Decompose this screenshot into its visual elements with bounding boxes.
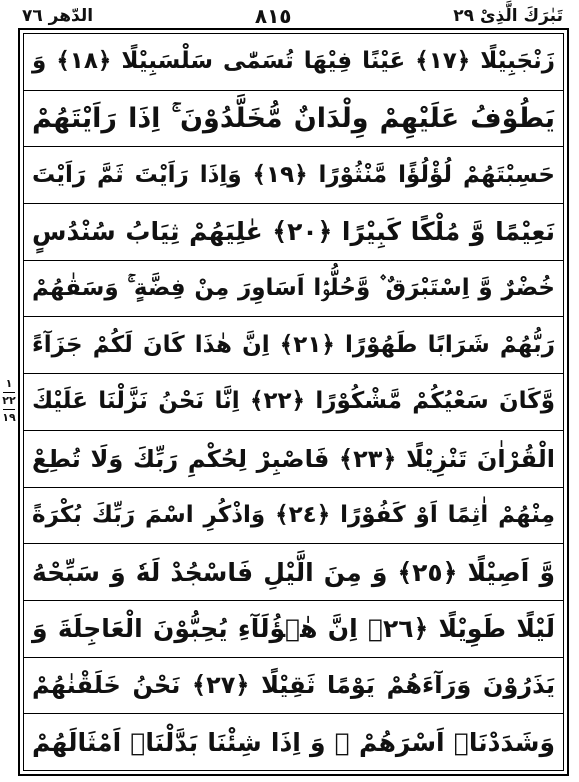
- verse-line: [24, 544, 563, 601]
- verse-line: [24, 261, 563, 318]
- ruku-marker-divider: [3, 392, 15, 393]
- surah-title: الدّهر ٧٦: [22, 6, 94, 26]
- ruku-marker-top: ١: [5, 377, 13, 390]
- juz-title: تَبٰرَكَ الَّذِیْ ٢٩: [453, 6, 563, 26]
- verse-line: [24, 658, 563, 715]
- verse-line: [24, 147, 563, 204]
- verse-line: [24, 431, 563, 488]
- ruku-marker: [1, 378, 17, 424]
- ruku-marker-middle: ٢٢: [2, 394, 16, 408]
- verse-line-text: یَذَرُوْنَ وَرَآءَهُمْ یَوْمًا ثَقِیْلًا ﴿٢٧﴾ نَحْنُ خَلَقْنٰهُمْ: [32, 671, 555, 700]
- text-frame: [18, 28, 569, 776]
- verse-line: [24, 204, 563, 261]
- verse-line: [24, 374, 563, 431]
- verse-line-text: وَّ اَصِیْلًا ﴿٢٥﴾ وَ مِنَ الَّیْلِ فَاسْجُدْ لَهٗ وَ سَبِّحْهُ: [32, 557, 555, 587]
- verse-line-text: لَیْلًا طَوِیْلًا ﴿٢٦﴾ اِنَّ هٰۤؤُلَآءِ یُحِبُّوْنَ الْعَاجِلَةَ وَ: [32, 614, 555, 644]
- ruku-marker-divider: [3, 409, 15, 410]
- verse-line: [24, 317, 563, 374]
- verse-line: [24, 488, 563, 545]
- verse-line-text: نَعِیْمًا وَّ مُلْكًا كَبِیْرًا ﴿٢٠﴾ عٰلِیَهُمْ ثِیَابُ سُنْدُسٍ: [32, 217, 555, 247]
- ruku-marker-bottom: ١٩: [2, 411, 16, 425]
- verse-line-text: وَشَدَدْنَاۤ اَسْرَهُمْ ۚ وَ اِذَا شِئْنَا بَدَّلْنَاۤ اَمْثَالَهُمْ: [32, 727, 555, 757]
- verse-line-text: حَسِبْتَهُمْ لُؤْلُؤًا مَّنْثُوْرًا ﴿١٩﴾ وَاِذَا رَاَیْتَ ثَمَّ رَاَیْتَ: [32, 161, 555, 188]
- page-number: ٨١٥: [254, 4, 292, 28]
- verse-lines: [24, 34, 563, 770]
- verse-line-text: خُضْرٌ وَّ اِسْتَبْرَقٌ ۫ وَّحُلُّوْۤا اَسَاوِرَ مِنْ فِضَّةٍ ۚ وَسَقٰهُمْ: [32, 275, 555, 302]
- verse-line: [24, 91, 563, 148]
- verse-line-text: مِنْهُمْ اٰثِمًا اَوْ كَفُوْرًا ﴿٢٤﴾ وَاذْكُرِ اسْمَ رَبِّكَ بُكْرَةً: [32, 501, 555, 528]
- verse-line-text: وَّكَانَ سَعْیُكُمْ مَّشْكُوْرًا ﴿٢٢﴾ اِنَّا نَحْنُ نَزَّلْنَا عَلَیْكَ: [32, 388, 555, 415]
- verse-line: [24, 34, 563, 91]
- verse-line-text: زَنْجَبِیْلًا ﴿١٧﴾ عَیْنًا فِیْهَا تُسَمّٰى سَلْسَبِیْلًا ﴿١٨﴾ وَ: [32, 48, 555, 75]
- verse-line-text: رَبُّهُمْ شَرَابًا طَهُوْرًا ﴿٢١﴾ اِنَّ هٰذَا كَانَ لَكُمْ جَزَآءً: [32, 331, 555, 358]
- verse-line-text: الْقُرْاٰنَ تَنْزِیْلًا ﴿٢٣﴾ فَاصْبِرْ لِحُكْمِ رَبِّكَ وَلَا تُطِعْ: [32, 444, 555, 473]
- verse-line-text: یَطُوْفُ عَلَیْهِمْ وِلْدَانٌ مُّخَلَّدُوْنَ ۚ اِذَا رَاَیْتَهُمْ: [32, 103, 555, 135]
- page-header: [22, 4, 563, 28]
- verse-line: [24, 601, 563, 658]
- verse-line: [24, 714, 563, 770]
